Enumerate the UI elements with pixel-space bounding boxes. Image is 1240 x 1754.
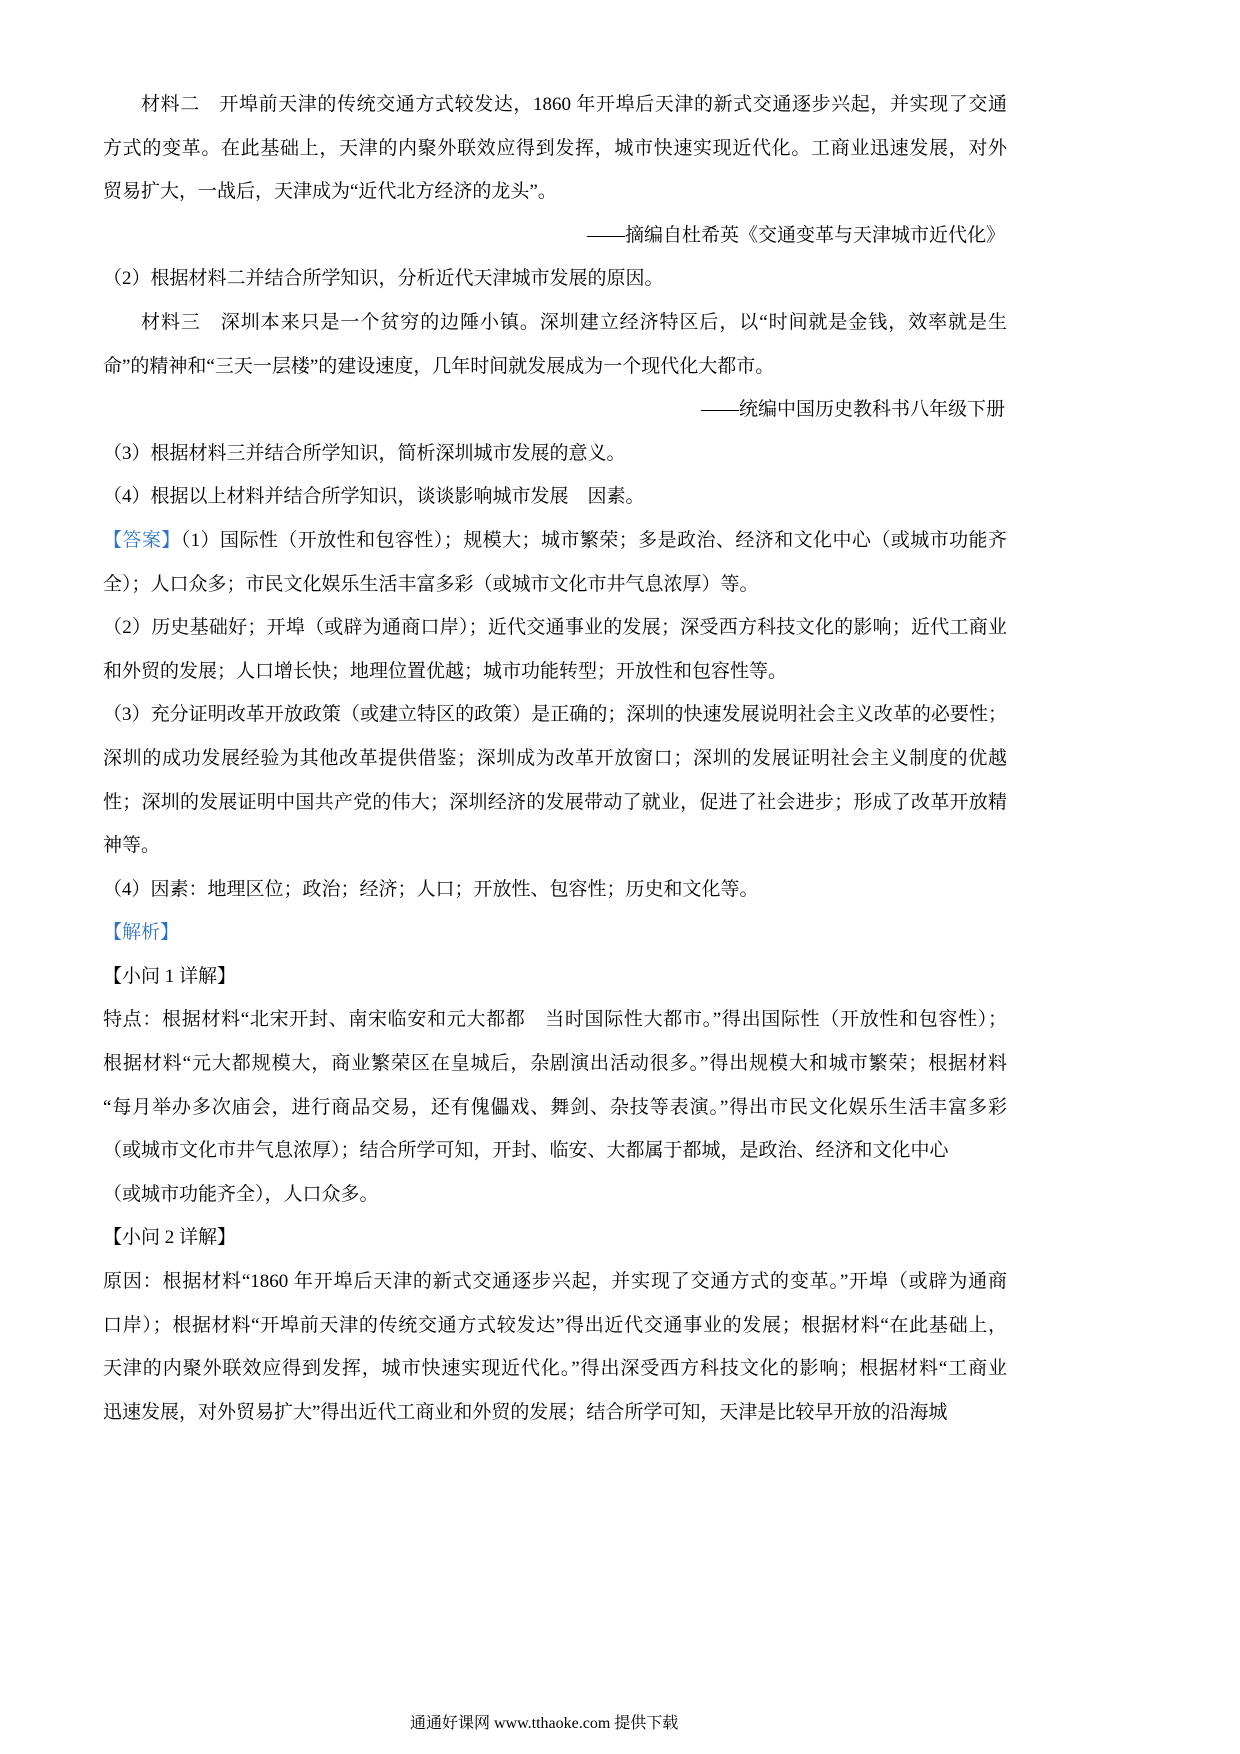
page-footer: 通通好课网 www.tthaoke.com 提供下载 — [410, 1715, 679, 1732]
analysis-part-1-line: （或城市文化市井气息浓厚）；结合所学可知，开封、临安、大都属于都城，是政治、经济和文化中心 — [103, 1140, 949, 1162]
analysis-part-1-line: 根据材料“元大都规模大，商业繁荣区在皇城后，杂剧演出活动很多。”得出规模大和城市繁荣；根据材料 — [103, 1053, 1007, 1075]
answer-line: 全）；人口众多；市民文化娱乐生活丰富多彩（或城市文化市井气息浓厚）等。 — [103, 573, 759, 595]
analysis-part-2-line: 天津的内聚外联效应得到发挥，城市快速实现近代化。”得出深受西方科技文化的影响；根据材料“工商业 — [103, 1358, 1007, 1380]
answer-line: 性；深圳的发展证明中国共产党的伟大；深圳经济的发展带动了就业，促进了社会进步；形成了改革开放精 — [103, 791, 1007, 813]
page-content — [103, 83, 1007, 1434]
material-3-line: 命”的精神和“三天一层楼”的建设速度，几年时间就发展成为一个现代化大都市。 — [103, 355, 775, 377]
analysis-part-1-line: （或城市功能齐全），人口众多。 — [103, 1183, 379, 1205]
answer-line: （2）历史基础好；开埠（或辟为通商口岸）；近代交通事业的发展；深受西方科技文化的影响；近代工商业 — [103, 617, 1007, 639]
analysis-part-1-line: “每月举办多次庙会，进行商品交易，还有傀儡戏、舞剑、杂技等表演。”得出市民文化娱乐生活丰富多彩 — [103, 1096, 1007, 1118]
material-2-line: 贸易扩大，一战后，天津成为“近代北方经济的龙头”。 — [103, 181, 557, 203]
question-2: （2）根据材料二并结合所学知识，分析近代天津城市发展的原因。 — [103, 268, 664, 290]
analysis-part-1-heading: 【小问 1 详解】 — [103, 965, 237, 987]
analysis-part-2-line: 口岸）；根据材料“开埠前天津的传统交通方式较发达”得出近代交通事业的发展；根据材料“在此基础上， — [103, 1314, 1007, 1336]
question-4: （4）根据以上材料并结合所学知识，谈谈影响城市发展 因素。 — [103, 486, 645, 508]
answer-line: 神等。 — [103, 835, 161, 857]
analysis-label: 【解析】 — [103, 922, 180, 944]
analysis-part-2-line: 原因：根据材料“1860 年开埠后天津的新式交通逐步兴起，并实现了交通方式的变革。”开埠（或辟为通商 — [103, 1271, 1007, 1293]
answer-line: 和外贸的发展；人口增长快；地理位置优越；城市功能转型；开放性和包容性等。 — [103, 660, 788, 682]
material-3-source: ——统编中国历史教科书八年级下册 — [700, 399, 1005, 421]
answer-text: （1）国际性（开放性和包容性）；规模大；城市繁荣；多是政治、经济和文化中心（或城市功能齐 — [180, 529, 1007, 551]
answer-label: 【答案】 — [103, 529, 181, 551]
analysis-part-2-heading: 【小问 2 详解】 — [103, 1227, 237, 1249]
material-3-line: 材料三 深圳本来只是一个贫穷的边陲小镇。深圳建立经济特区后，以“时间就是金钱，效率就是生 — [141, 311, 1007, 333]
answer-line: （3）充分证明改革开放政策（或建立特区的政策）是正确的；深圳的快速发展说明社会主义改革的必要性； — [103, 704, 1007, 726]
answer-line: （4）因素：地理区位；政治；经济；人口；开放性、包容性；历史和文化等。 — [103, 878, 759, 900]
material-2-line: 方式的变革。在此基础上，天津的内聚外联效应得到发挥，城市快速实现近代化。工商业迅速发展，对外 — [103, 137, 1007, 159]
material-2-source: ——摘编自杜希英《交通变革与天津城市近代化》 — [586, 224, 1005, 246]
answer-line: 深圳的成功发展经验为其他改革提供借鉴；深圳成为改革开放窗口；深圳的发展证明社会主义制度的优越 — [103, 747, 1007, 769]
analysis-part-2-line: 迅速发展，对外贸易扩大”得出近代工商业和外贸的发展；结合所学可知，天津是比较早开放的沿海城 — [103, 1401, 948, 1423]
material-2-line: 材料二 开埠前天津的传统交通方式较发达，1860 年开埠后天津的新式交通逐步兴起，并实现了交通 — [141, 94, 1007, 115]
question-3: （3）根据材料三并结合所学知识，简析深圳城市发展的意义。 — [103, 442, 626, 464]
analysis-part-1-line: 特点：根据材料“北宋开封、南宋临安和元大都都 当时国际性大都市。”得出国际性（开放性和包容性）； — [103, 1009, 1007, 1031]
answer-line — [103, 519, 1007, 563]
